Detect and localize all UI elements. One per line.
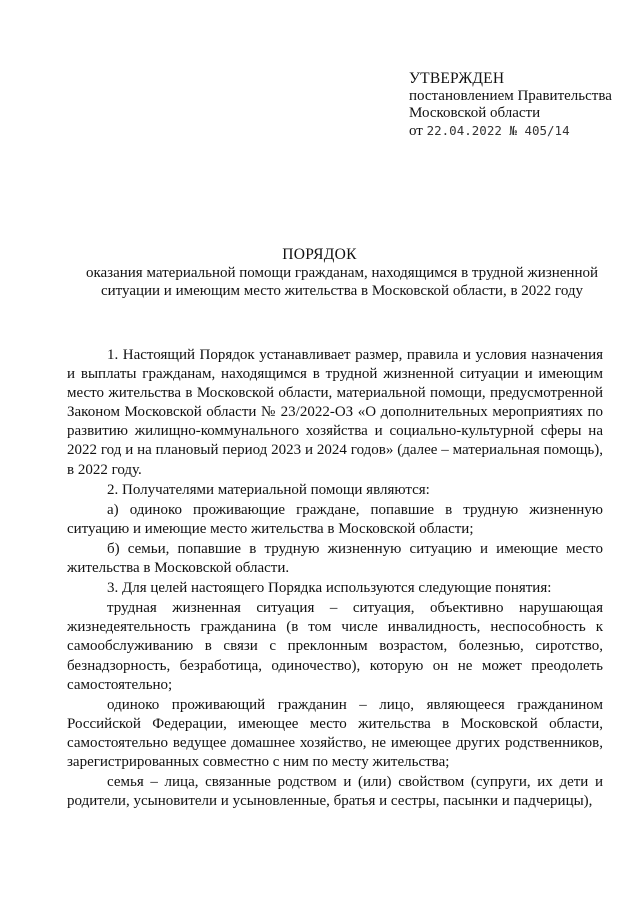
paragraph: 2. Получателями материальной помощи являются: — [107, 481, 430, 498]
paragraph: 3. Для целей настоящего Порядка используются следующие понятия: — [107, 580, 552, 597]
paragraph: б) семьи, попавшие в трудную жизненную ситуацию и имеющие место жительства в Московской области. — [67, 540, 603, 577]
title-main: ПОРЯДОК — [282, 246, 357, 263]
approval-line-2: Московской области — [409, 105, 541, 121]
approval-date-value: 22.04.2022 № 405/14 — [426, 123, 570, 138]
approval-date — [409, 122, 612, 140]
title-subtitle: оказания материальной помощи гражданам, находящимся в трудной жизненной ситуации и имеющим место жительства в Московской области, в 2022 году — [85, 265, 599, 299]
paragraph: 1. Настоящий Порядок устанавливает размер, правила и условия назначения и выплаты гражданам, находящимся в трудной жизненной ситуации и имеющим место жительства в Московской области, материальной помощи, предусмотренной Законом Московской области № 23/2022-ОЗ «О дополнительных мероприятиях по развитию жилищно-коммунального хозяйства и социально-культурной сферы на 2022 год и на плановый период 2023 и 2024 годов» (далее – материальная помощь), в 2022 году. — [67, 347, 603, 478]
approval-stamp — [409, 70, 612, 140]
approval-heading: УТВЕРЖДЕН — [409, 70, 505, 87]
document-body — [67, 346, 603, 811]
paragraph: одиноко проживающий гражданин – лицо, являющееся гражданином Российской Федерации, имеющее место жительства в Московской области, самостоятельно ведущее домашнее хозяйство, не имеющее других родственников, зарегистрированных совместно с ним по месту жительства; — [67, 696, 603, 770]
paragraph: семья – лица, связанные родством и (или) свойством (супруги, их дети и родители, усыновители и усыновленные, братья и сестры, пасынки и падчерицы), — [67, 774, 603, 810]
paragraph: трудная жизненная ситуация – ситуация, объективно нарушающая жизнедеятельность гражданина (в том числе инвалидность, неспособность к самообслуживанию в связи с преклонным возрастом, болезнью, сиротство, безнадзорность, безработица, одиночество), которую он не может преодолеть самостоятельно; — [67, 600, 603, 693]
approval-date-prefix: от — [409, 123, 423, 139]
approval-line-1: постановлением Правительства — [409, 88, 612, 104]
paragraph: а) одиноко проживающие граждане, попавшие в трудную жизненную ситуацию и имеющие место жительства в Московской области; — [67, 501, 603, 537]
